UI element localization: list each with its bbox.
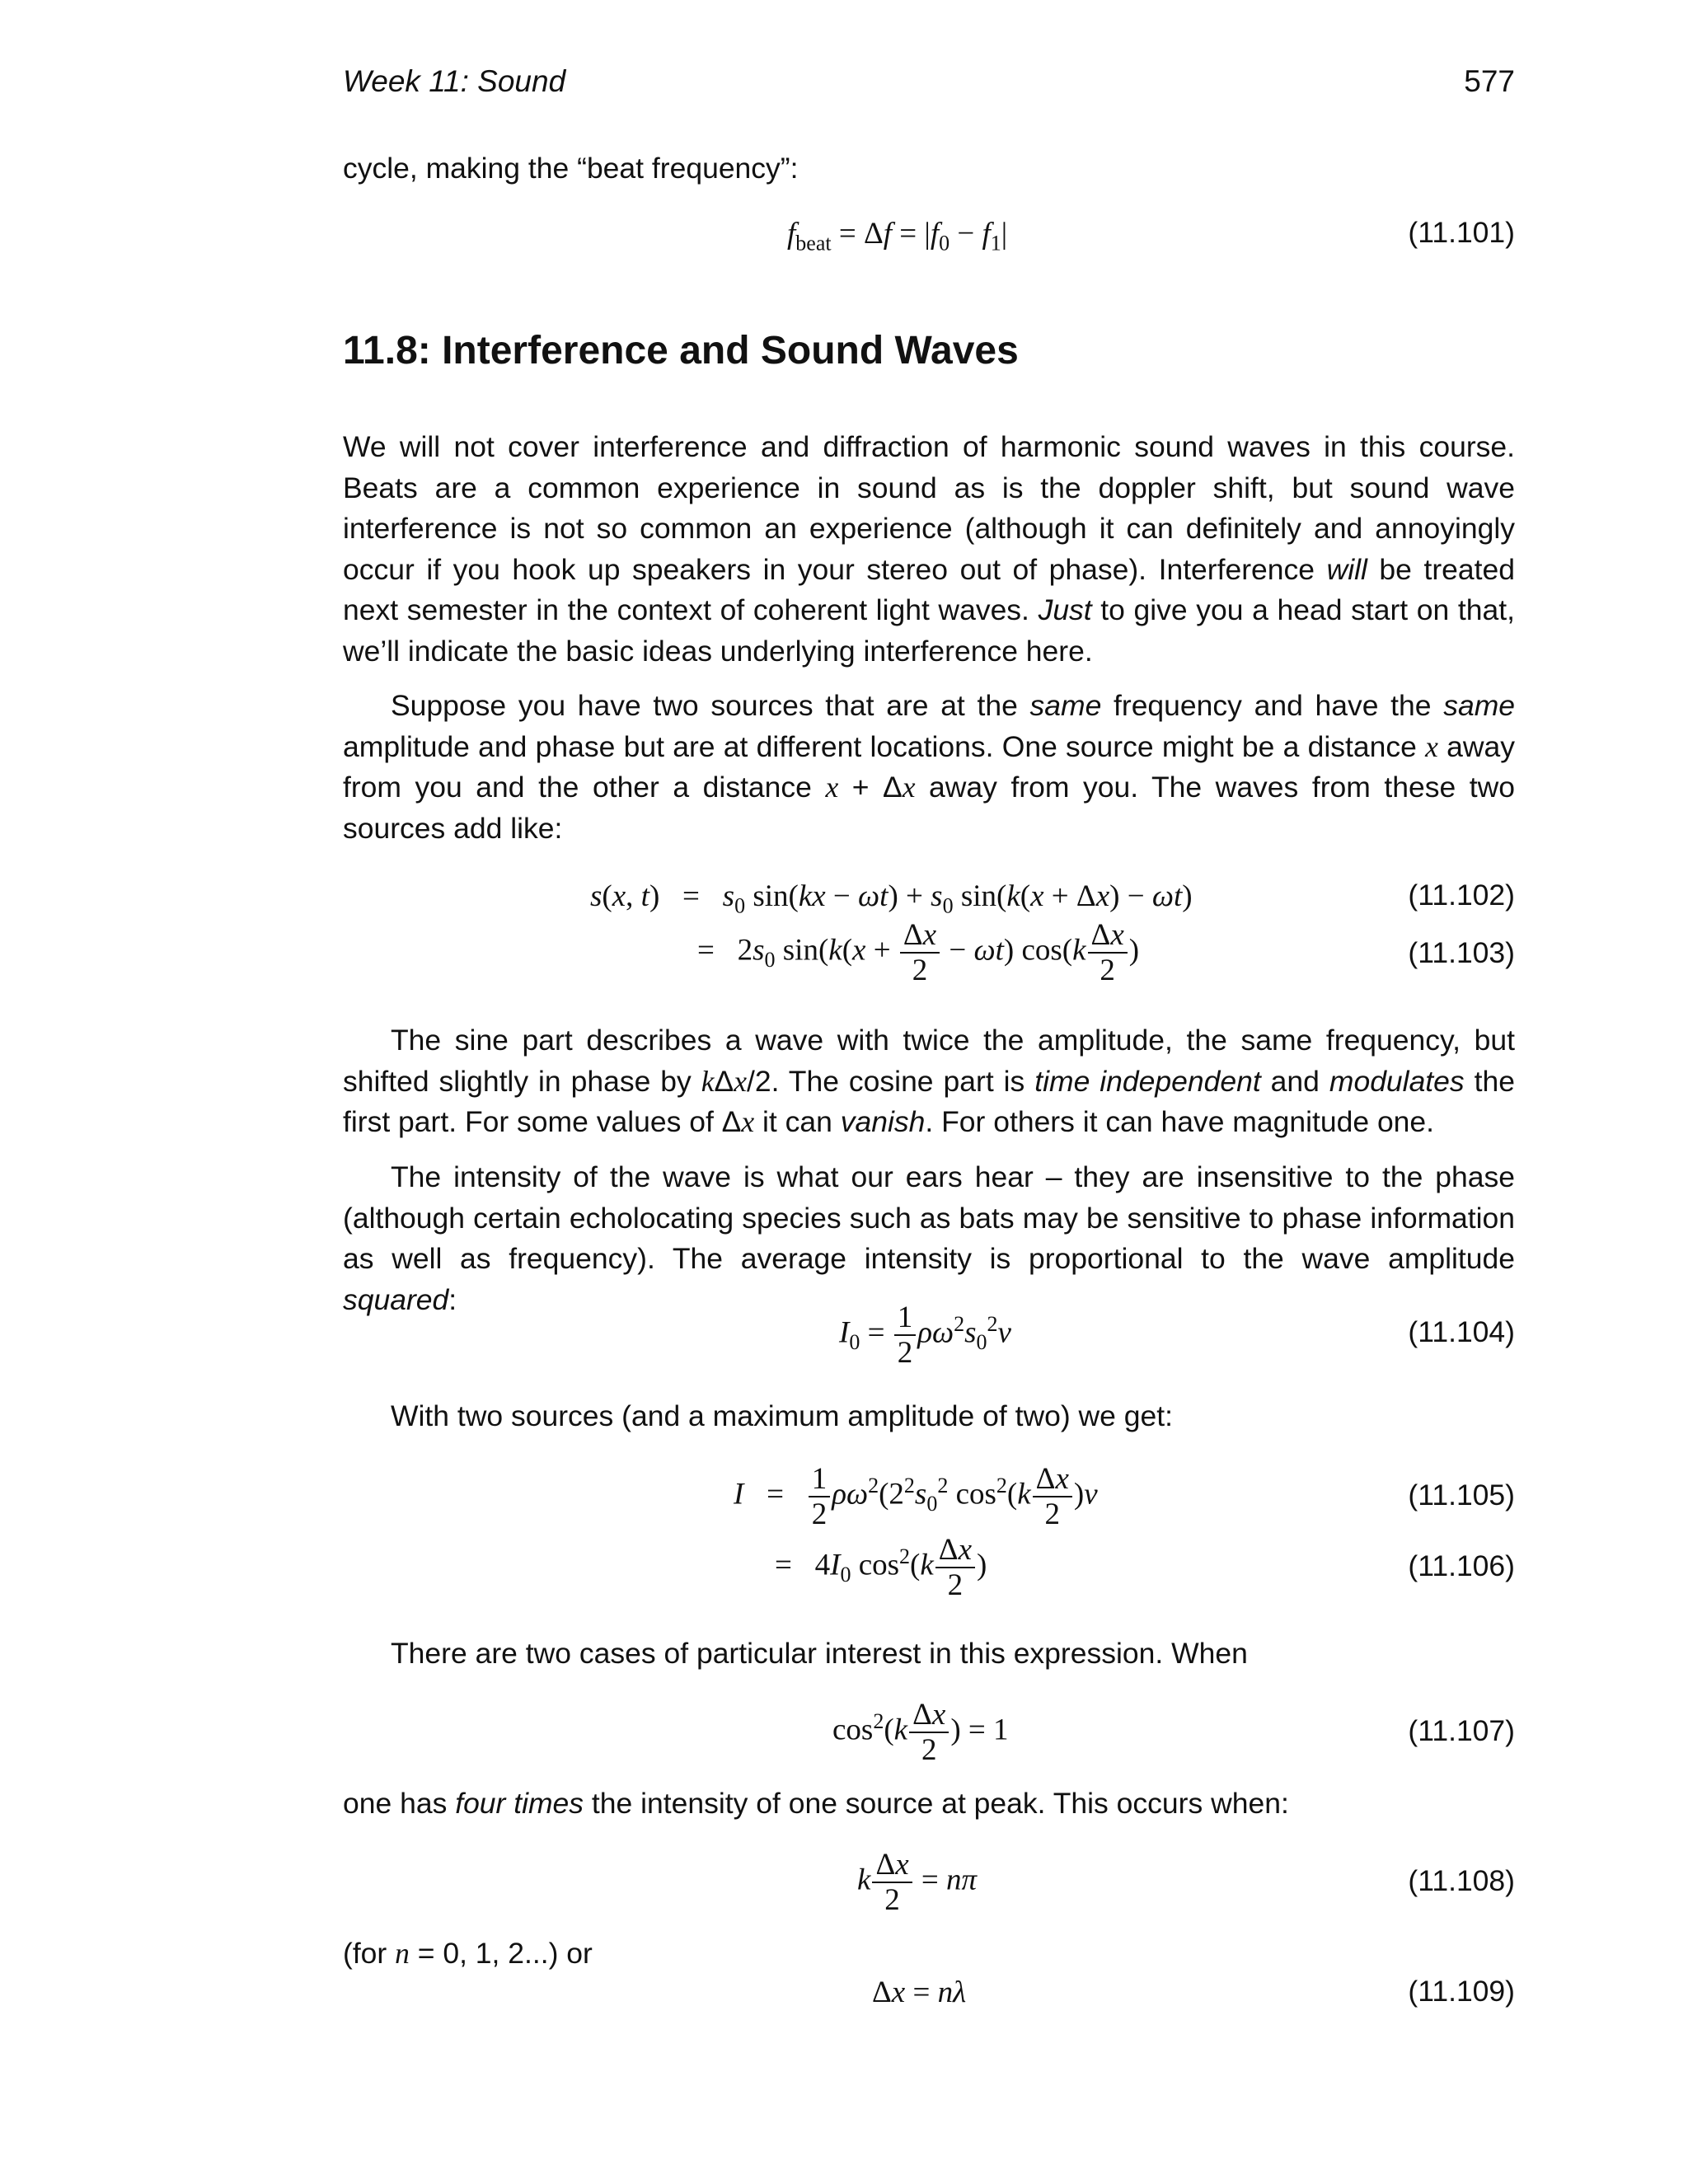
paragraph: The sine part describes a wave with twice the amplitude, the same frequency, but shifted slightly in phase by kΔx/2. The cosine part is time independent and modulates the first part. For some values of Δx it can vanish. For others it can have magnitude one. bbox=[343, 1024, 1515, 1138]
section-title: 11.8: Interference and Sound Waves bbox=[343, 329, 1019, 373]
page-header bbox=[343, 64, 1515, 105]
equation-11-106: = $4I_0$ $\cos^2(k$ $\frac{\Delta x}{2}$ ) bbox=[775, 1533, 987, 1602]
paragraph: With two sources (and a maximum amplitude of two) we get: bbox=[391, 1399, 1174, 1432]
page-number: 577 bbox=[1464, 64, 1515, 98]
intro-line: cycle, making the “beat frequency”: bbox=[343, 152, 799, 185]
equation-11-104: $I_0$ = $\frac{1}{2}$ $\rho\omega^2s_0^2v$ bbox=[839, 1301, 1011, 1370]
equation-11-102: s(x, $t) = s_0$ $\sin(kx - \omega t) + s_0$ sin(k(x + Δx) − ωt) bbox=[590, 879, 1193, 918]
equation-number: (11.106) bbox=[1408, 1549, 1515, 1582]
equation-number: (11.101) bbox=[1408, 216, 1515, 249]
equation-number: (11.108) bbox=[1408, 1864, 1515, 1897]
paragraph: The intensity of the wave is what our ears hear – they are insensitive to the phase (although certain echolocating species such as bats may be sensitive to phase information as well as frequency). The average intensity is proportional to the wave amplitude squared: bbox=[343, 1160, 1515, 1316]
equation-11-108: k $\frac{\Delta x}{2}$ = nπ bbox=[857, 1848, 978, 1917]
paragraph: Suppose you have two sources that are at the same frequency and have the same amplitude and phase but are at different locations. One source might be a distance x away from you and the other a distance x + Δx away from you. The waves from these two sources add like: bbox=[343, 689, 1516, 845]
equation-11-105: I = $\frac{1}{2}$ $\rho\omega^2(2^2s_0^2$ $\cos^2(k$ $\frac{\Delta x}{2}$ )v bbox=[734, 1462, 1098, 1531]
paragraph: There are two cases of particular interest in this expression. When bbox=[391, 1637, 1248, 1670]
equation-number: (11.105) bbox=[1408, 1479, 1515, 1511]
equation-number: (11.103) bbox=[1408, 936, 1515, 969]
equation-number: (11.109) bbox=[1408, 1975, 1515, 2008]
equation-number: (11.102) bbox=[1408, 879, 1515, 912]
paragraph: one has four times the intensity of one source at peak. This occurs when: bbox=[343, 1787, 1289, 1820]
equation-11-101: $f_{beat} = \Delta f = |f_0 - f_1|$ bbox=[787, 217, 1008, 255]
running-title: Week 11: Sound bbox=[343, 64, 566, 98]
equation-11-103: = $2s_0$ sin(k(x + $\frac{\Delta x}{2}$ − ωt) cos(k $\frac{\Delta x}{2}$ ) bbox=[697, 918, 1140, 987]
paragraph: (for n = 0, 1, 2...) or bbox=[343, 1937, 593, 1970]
equation-number: (11.107) bbox=[1408, 1714, 1515, 1747]
paragraph: We will not cover interference and diffraction of harmonic sound waves in this course. Beats are a common experience in sound as is the doppler shift, but sound wave interference is not so common an experience (although it can definitely and annoyingly occur if you hook up speakers in your stereo out of phase). Interference will be treated next semester in the context of coherent light waves. Just to give you a head start on that, we’ll indicate the basic ideas underlying interference here. bbox=[343, 430, 1515, 668]
equation-number: (11.104) bbox=[1408, 1315, 1515, 1348]
equation-11-107: $\cos^2(k$ $\frac{\Delta x}{2}$ ) = 1 bbox=[832, 1698, 1009, 1767]
equation-11-109: Δx = nλ bbox=[872, 1975, 967, 2009]
